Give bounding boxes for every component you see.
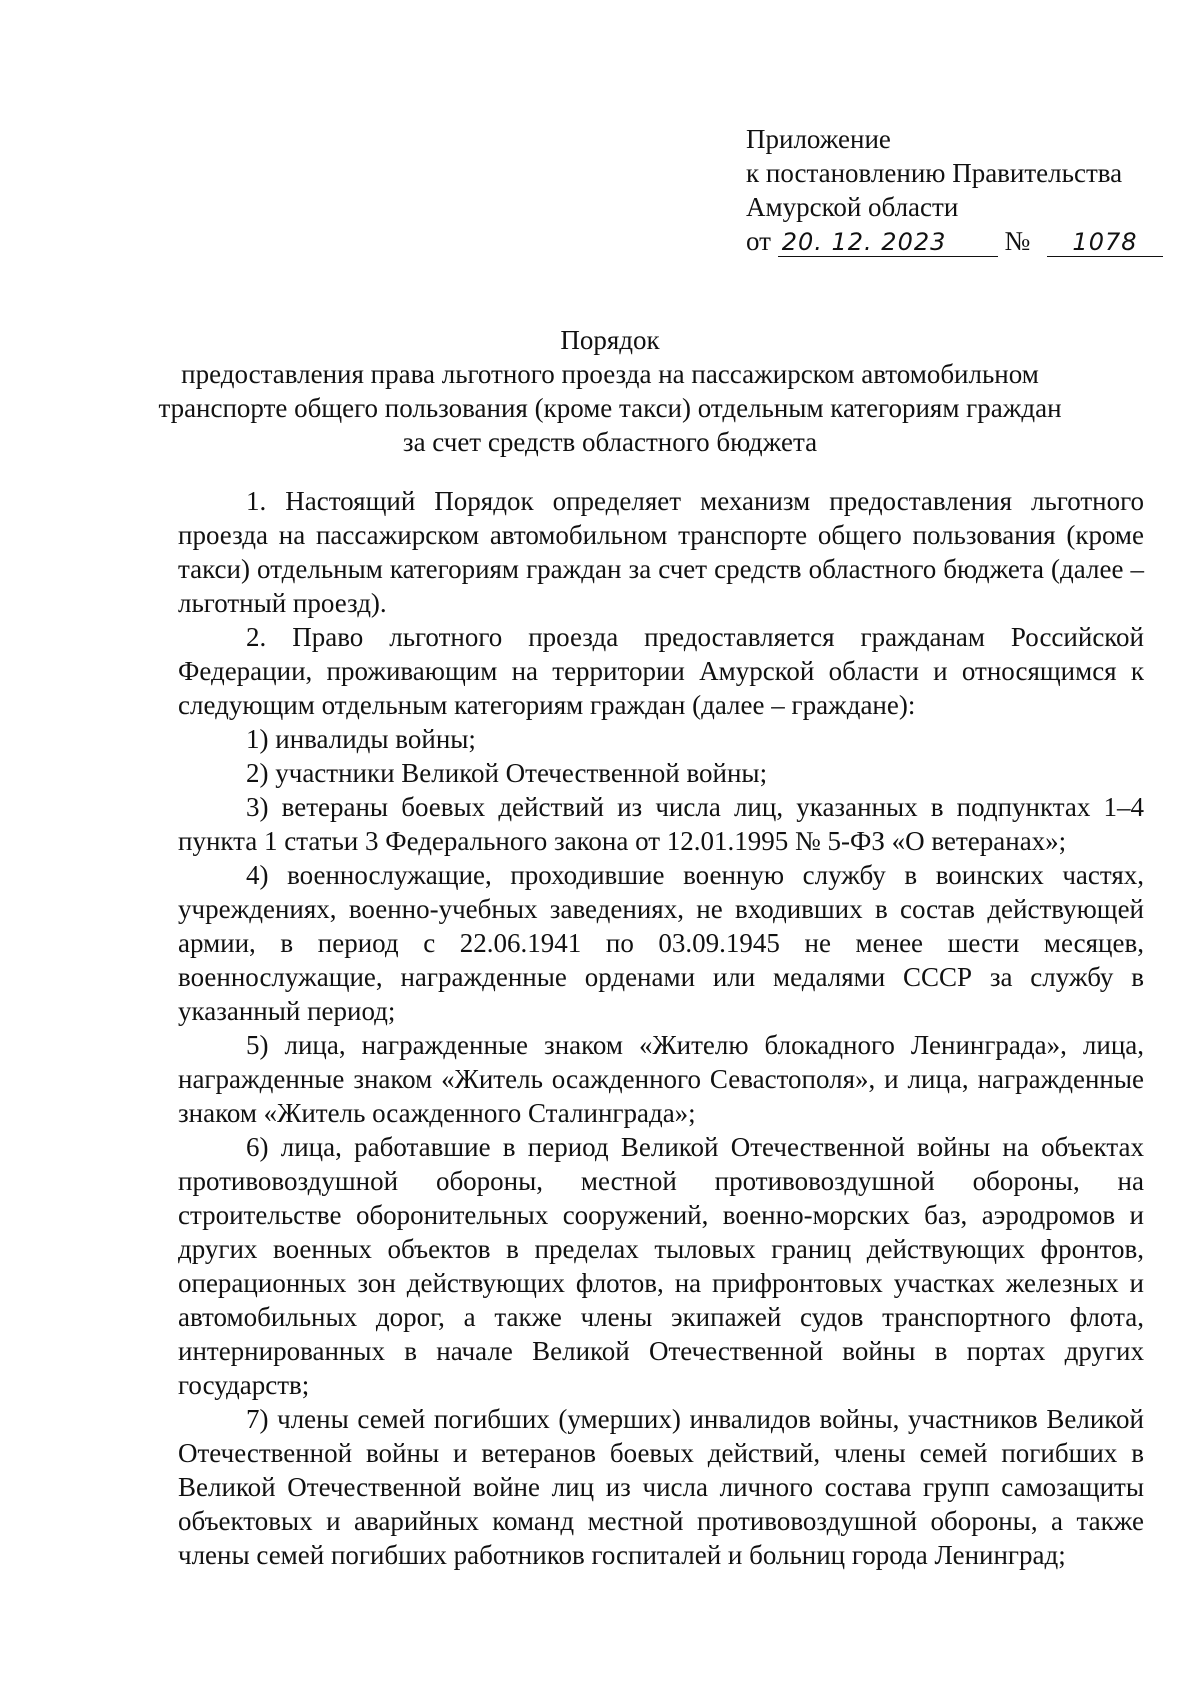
document-body	[178, 484, 1144, 1572]
list-item-7: 7) члены семей погибших (умерших) инвалидов войны, участников Великой Отечественной войны и ветеранов боевых действий, члены семей погибших в Великой Отечественной войне лиц из числа личного состава групп самозащиты объектовых и аварийных команд местной противовоздушной обороны, а также члены семей погибших работников госпиталей и больниц города Ленинград;	[178, 1404, 1144, 1570]
appendix-date-number-line	[746, 224, 1163, 258]
appendix-block	[746, 122, 1163, 258]
list-item-4: 4) военнослужащие, проходившие военную службу в воинских частях, учреждениях, военно-учебных заведениях, не входивших в состав действующей армии, в период с 22.06.1941 по 03.09.1945 не менее шести месяцев, военнослужащие, награжденные орденами или медалями СССР за службу в указанный период;	[178, 860, 1144, 1026]
appendix-region: Амурской области	[746, 192, 959, 222]
handwritten-date: 20. 12. 2023	[778, 228, 998, 257]
appendix-resolution-ref: к постановлению Правительства	[746, 158, 1123, 188]
list-item-6: 6) лица, работавшие в период Великой Отечественной войны на объектах противовоздушной обороны, местной противовоздушной обороны, на строительстве оборонительных сооружений, военно-морских баз, аэродромов и других военных объектов в пределах тыловых границ действующих фронтов, операционных зон действующих флотов, на прифронтовых участках железных и автомобильных дорог, а также члены экипажей судов транспортного флота, интернированных в начале Великой Отечественной войны в портах других государств;	[178, 1132, 1144, 1400]
title-heading: Порядок	[560, 325, 660, 355]
paragraph-2: 2. Право льготного проезда предоставляется гражданам Российской Федерации, проживающим на территории Амурской области и относящимся к следующим отдельным категориям граждан (далее – граждане):	[178, 622, 1144, 720]
list-item-3: 3) ветераны боевых действий из числа лиц, указанных в подпунктах 1–4 пункта 1 статьи 3 Федерального закона от 12.01.1995 № 5-ФЗ «О ветеранах»;	[178, 792, 1144, 856]
appendix-label: Приложение	[746, 124, 891, 154]
list-item-2: 2) участники Великой Отечественной войны;	[246, 758, 768, 788]
list-item-1: 1) инвалиды войны;	[246, 724, 476, 754]
number-prefix: №	[1004, 226, 1031, 256]
paragraph-1: 1. Настоящий Порядок определяет механизм предоставления льготного проезда на пассажирском автомобильном транспорте общего пользования (кроме такси) отдельным категориям граждан за счет средств областного бюджета (далее – льготный проезд).	[178, 486, 1144, 618]
document-title	[150, 323, 1070, 459]
title-subtitle: предоставления права льготного проезда на пассажирском автомобильном транспорте общего пользования (кроме такси) отдельным категориям граждан за счет средств областного бюджета	[158, 359, 1062, 457]
handwritten-number: 1078	[1047, 228, 1163, 257]
date-prefix: от	[746, 226, 771, 256]
list-item-5: 5) лица, награжденные знаком «Жителю блокадного Ленинграда», лица, награжденные знаком «Житель осажденного Севастополя», и лица, награжденные знаком «Житель осажденного Сталинграда»;	[178, 1030, 1144, 1128]
